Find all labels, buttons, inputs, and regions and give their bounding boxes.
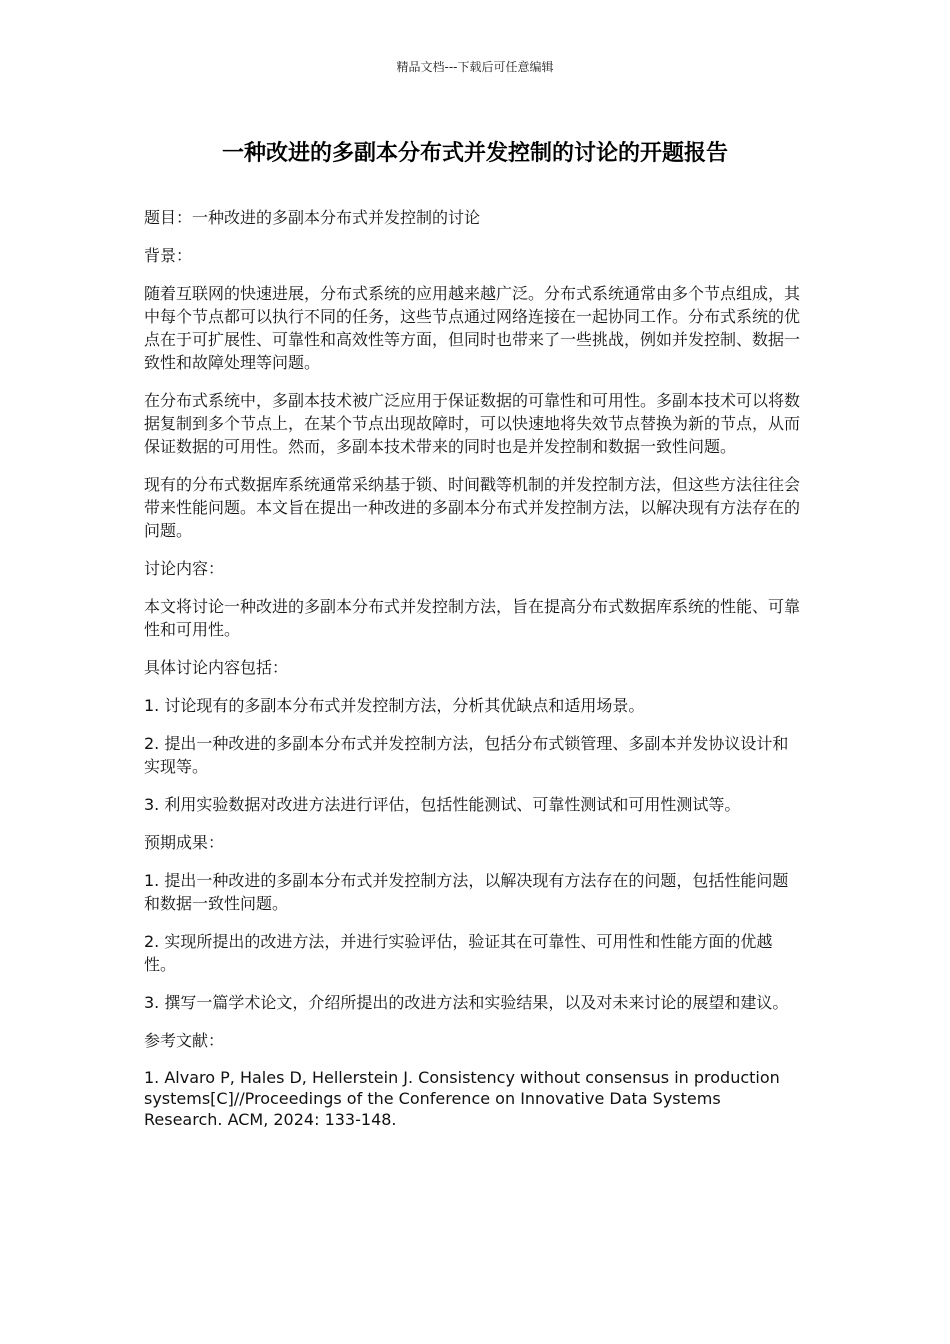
background-paragraph: 现有的分布式数据库系统通常采纳基于锁、时间戳等机制的并发控制方法，但这些方法往往会带来性能问题。本文旨在提出一种改进的多副本分布式并发控制方法，以解决现有方法存在的问题。	[144, 475, 801, 540]
document-body	[144, 206, 804, 1145]
references-heading: 参考文献：	[144, 1031, 225, 1050]
discussion-intro: 本文将讨论一种改进的多副本分布式并发控制方法，旨在提高分布式数据库系统的性能、可靠性和可用性。	[144, 597, 801, 639]
background-heading: 背景：	[144, 246, 193, 265]
results-item: 3. 撰写一篇学术论文，介绍所提出的改进方法和实验结果，以及对未来讨论的展望和建议。	[144, 993, 789, 1012]
discussion-item: 3. 利用实验数据对改进方法进行评估，包括性能测试、可靠性测试和可用性测试等。	[144, 795, 741, 814]
discussion-heading: 讨论内容：	[144, 559, 225, 578]
document-title: 一种改进的多副本分布式并发控制的讨论的开题报告	[221, 141, 728, 166]
results-heading: 预期成果：	[144, 833, 225, 852]
discussion-item: 1. 讨论现有的多副本分布式并发控制方法，分析其优缺点和适用场景。	[144, 696, 645, 715]
background-paragraph: 在分布式系统中，多副本技术被广泛应用于保证数据的可靠性和可用性。多副本技术可以将数据复制到多个节点上，在某个节点出现故障时，可以快速地将失效节点替换为新的节点，从而保证数据的可用性。然而，多副本技术带来的同时也是并发控制和数据一致性问题。	[144, 391, 801, 456]
discussion-list-heading: 具体讨论内容包括：	[144, 658, 289, 677]
topic-line: 题目：一种改进的多副本分布式并发控制的讨论	[144, 208, 481, 227]
results-item: 1. 提出一种改进的多副本分布式并发控制方法，以解决现有方法存在的问题，包括性能问题和数据一致性问题。	[144, 871, 789, 913]
results-item: 2. 实现所提出的改进方法，并进行实验评估，验证其在可靠性、可用性和性能方面的优越性。	[144, 932, 773, 974]
reference-entry: 1. Alvaro P, Hales D, Hellerstein J. Consistency without consensus in production systems[C]//Proceedings of the Conference on Innovative Data Systems Research. ACM, 2024: 133-148.	[144, 1068, 780, 1129]
background-paragraph: 随着互联网的快速进展，分布式系统的应用越来越广泛。分布式系统通常由多个节点组成，其中每个节点都可以执行不同的任务，这些节点通过网络连接在一起协同工作。分布式系统的优点在于可扩展性、可靠性和高效性等方面，但同时也带来了一些挑战，例如并发控制、数据一致性和故障处理等问题。	[144, 284, 801, 372]
discussion-item: 2. 提出一种改进的多副本分布式并发控制方法，包括分布式锁管理、多副本并发协议设计和实现等。	[144, 734, 789, 776]
header-note: 精品文档---下载后可任意编辑	[396, 60, 554, 74]
